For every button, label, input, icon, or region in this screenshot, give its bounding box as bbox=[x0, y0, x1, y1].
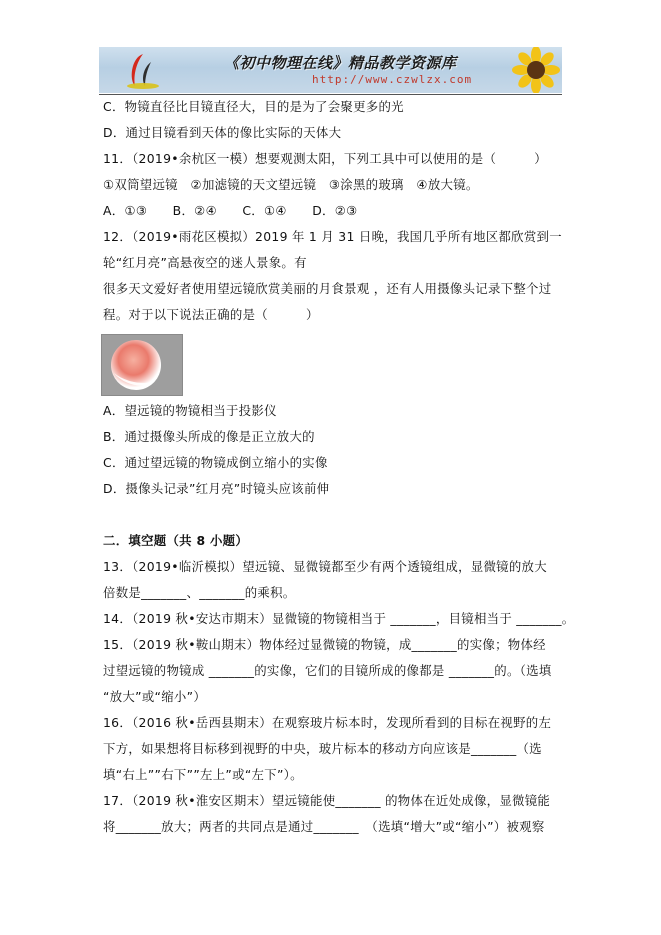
header-banner bbox=[99, 47, 562, 93]
question-15-line-3: “放大”或“缩小”） bbox=[103, 689, 207, 704]
question-12-option-d: D．摄像头记录”红月亮”时镜头应该前伸 bbox=[103, 481, 330, 496]
header-rule bbox=[99, 94, 562, 95]
question-17-line-1: 17．（2019 秋•淮安区期末）望远镜能使_______ 的物体在近处成像，显微镜能 bbox=[103, 793, 551, 808]
banner-url[interactable]: http://www.czwlzx.com bbox=[312, 73, 473, 86]
option-d: D．通过目镜看到天体的像比实际的天体大 bbox=[103, 125, 342, 140]
question-13-line-1: 13．（2019•临沂模拟）望远镜、显微镜都至少有两个透镜组成，显微镜的放大 bbox=[103, 559, 547, 574]
question-11: 11．（2019•余杭区一模）想要观测太阳，下列工具中可以使用的是（ ） bbox=[103, 151, 547, 166]
question-12-option-c: C．通过望远镜的物镜成倒立缩小的实像 bbox=[103, 455, 328, 470]
question-15-line-1: 15．（2019 秋•鞍山期末）物体经过显微镜的物镜，成_______的实像；物体经 bbox=[103, 637, 546, 652]
question-16-line-3: 填“右上””右下””左上”或“左下”）。 bbox=[103, 767, 303, 782]
banner-title: 《初中物理在线》精品教学资源库 bbox=[224, 54, 457, 72]
question-12-line-3: 很多天文爱好者使用望远镜欣赏美丽的月食景观 ，还有人用摄像头记录下整个过 bbox=[103, 281, 552, 296]
question-16-line-1: 16．（2016 秋•岳西县期末）在观察玻片标本时，发现所看到的目标在视野的左 bbox=[103, 715, 552, 730]
question-14: 14．（2019 秋•安达市期末）显微镜的物镜相当于 _______，目镜相当于 _______。 bbox=[103, 611, 575, 626]
section-heading: 二．填空题（共 8 小题） bbox=[103, 533, 249, 548]
question-12-line-4: 程。对于以下说法正确的是（ ） bbox=[103, 307, 319, 322]
question-11-items: ①双筒望远镜 ②加滤镜的天文望远镜 ③涂黑的玻璃 ④放大镜。 bbox=[103, 177, 479, 192]
moon-icon bbox=[102, 335, 182, 395]
option-c: C．物镜直径比目镜直径大，目的是为了会聚更多的光 bbox=[103, 99, 404, 114]
question-12-option-b: B．通过摄像头所成的像是正立放大的 bbox=[103, 429, 315, 444]
red-moon-photo bbox=[101, 334, 183, 396]
logo-icon bbox=[121, 50, 161, 90]
question-12-line-2: 轮“红月亮”高悬夜空的迷人景象。有 bbox=[103, 255, 307, 270]
question-17-line-2: 将_______放大；两者的共同点是通过_______ （选填“增大”或“缩小”）被观察 bbox=[103, 819, 545, 834]
question-11-options: A．①③ B．②④ C．①④ D．②③ bbox=[103, 203, 358, 218]
sunflower-icon bbox=[511, 47, 561, 93]
question-13-line-2: 倍数是_______、_______的乘积。 bbox=[103, 585, 296, 600]
question-12-line-1: 12．（2019•雨花区模拟）2019 年 1 月 31 日晚，我国几乎所有地区都欣赏到一 bbox=[103, 229, 562, 244]
question-12-option-a: A．望远镜的物镜相当于投影仪 bbox=[103, 403, 277, 418]
question-16-line-2: 下方，如果想将目标移到视野的中央，玻片标本的移动方向应该是_______（选 bbox=[103, 741, 542, 756]
question-15-line-2: 过望远镜的物镜成 _______的实像，它们的目镜所成的像都是 _______的。（选填 bbox=[103, 663, 552, 678]
